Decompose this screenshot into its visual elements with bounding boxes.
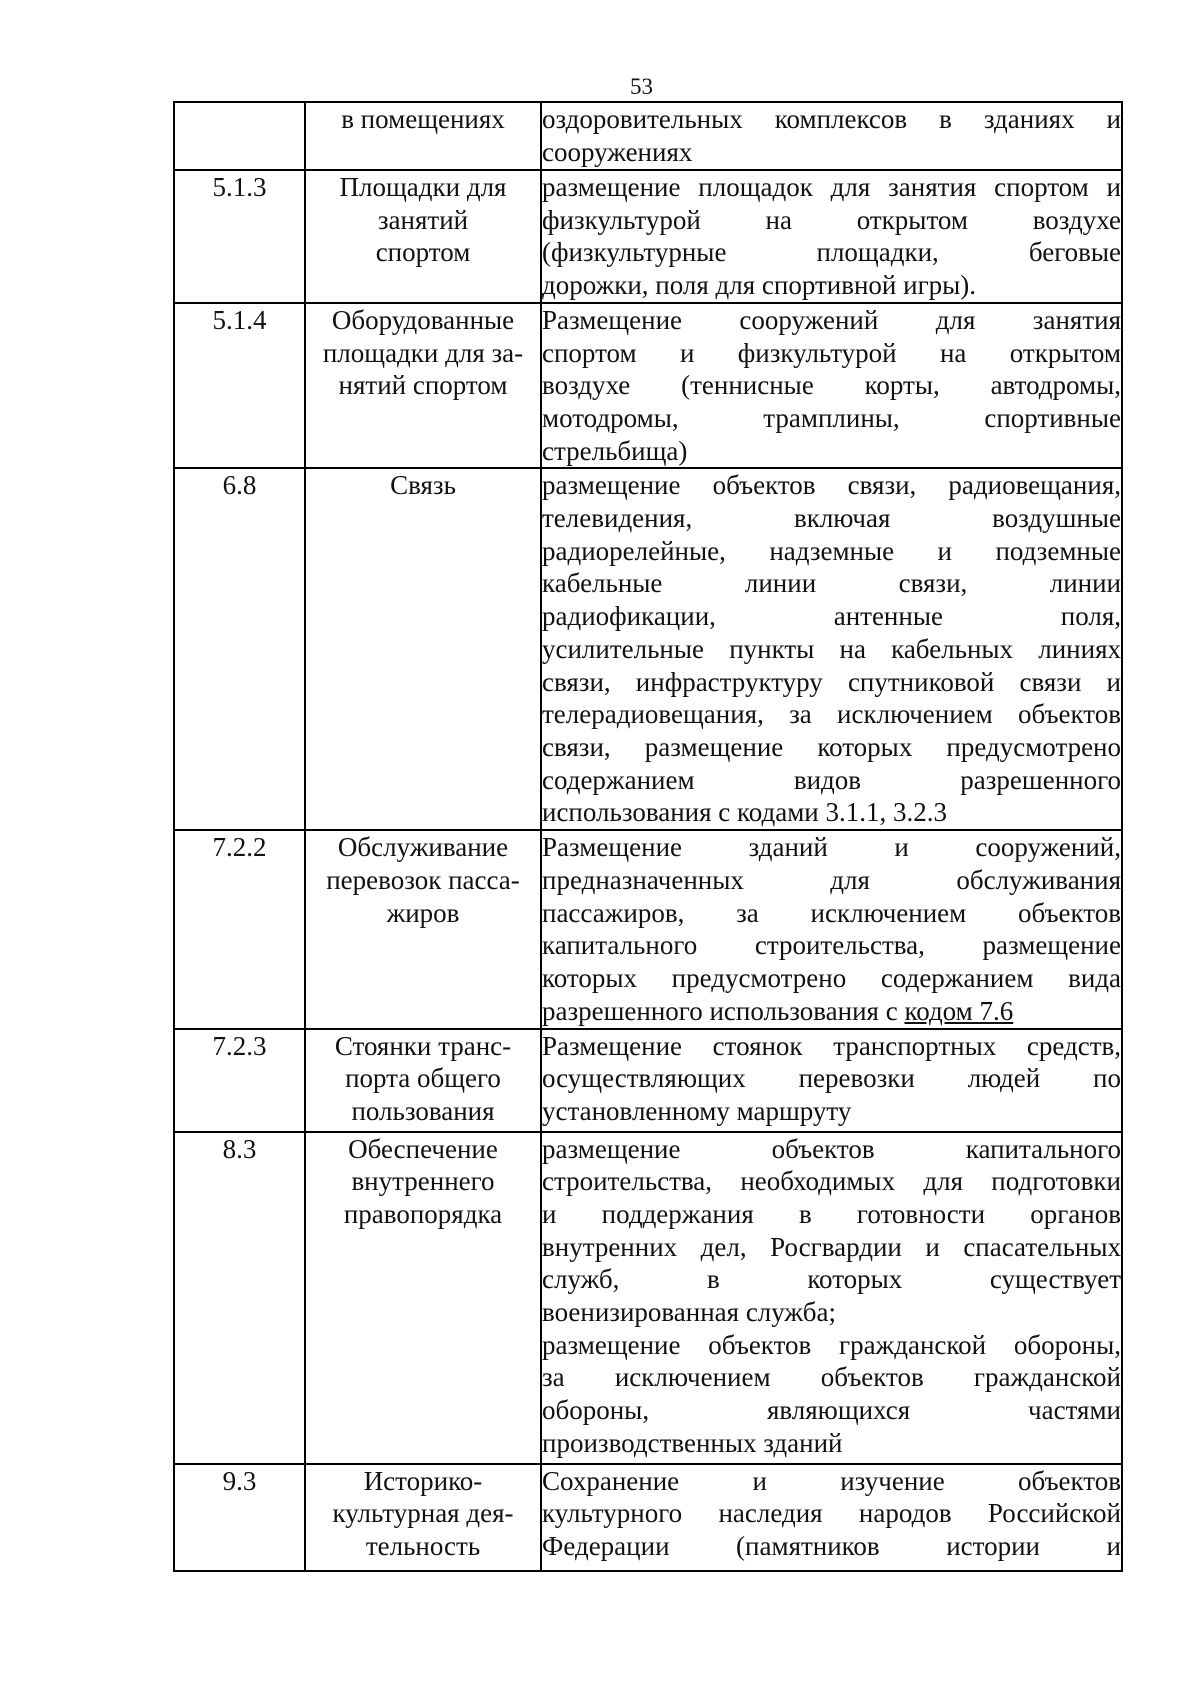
name-cell	[305, 1464, 541, 1571]
code-cell: 7.2.2	[174, 830, 305, 1028]
page-number: 53	[630, 74, 653, 99]
desc-line: мотодромы, трамплины, спортивные	[542, 402, 1121, 433]
desc-line: телевидения, включая воздушные	[542, 503, 1121, 534]
description-cell	[541, 1464, 1122, 1571]
code-cell: 7.2.3	[174, 1029, 305, 1132]
desc-line: Сохранение и изучение объектов	[542, 1465, 1121, 1496]
desc-line	[542, 995, 1121, 1028]
desc-line: дорожки, поля для спортивной игры).	[542, 270, 977, 301]
table-row	[174, 468, 1122, 830]
name-cell	[305, 830, 541, 1028]
name-cell	[305, 170, 541, 303]
name-cell	[305, 303, 541, 469]
desc-line: усилительные пункты на кабельных линиях	[542, 633, 1121, 664]
table-row	[174, 1029, 1122, 1132]
desc-line: производственных зданий	[542, 1427, 843, 1458]
name-cell	[305, 102, 541, 170]
name-line: Обслуживание	[337, 832, 509, 863]
description-cell	[541, 170, 1122, 303]
name-line: пользования	[351, 1095, 495, 1126]
table-row	[174, 830, 1122, 1028]
name-line: Площадки для	[339, 172, 507, 202]
desc-line: культурного наследия народов Российской	[542, 1498, 1121, 1529]
desc-line: телерадиовещания, за исключением объектов	[542, 699, 1121, 730]
desc-line: связи, инфраструктуру спутниковой связи и	[542, 666, 1121, 697]
table-row	[174, 303, 1122, 469]
name-line: Обеспечение	[348, 1133, 498, 1164]
desc-line: воздухе (теннисные корты, автодромы,	[542, 370, 1121, 401]
desc-line: физкультурой на открытом воздухе	[542, 204, 1121, 235]
name-line: Историко-	[363, 1465, 483, 1496]
desc-line: обороны, являющихся частями	[542, 1395, 1121, 1426]
description-cell	[541, 830, 1122, 1028]
name-cell	[305, 1132, 541, 1464]
description-cell	[541, 102, 1122, 170]
code-cell: 5.1.4	[174, 303, 305, 469]
table-row	[174, 1464, 1122, 1571]
name-line: Стоянки транс-	[334, 1030, 512, 1061]
desc-line: спортом и физкультурой на открытом	[542, 337, 1121, 368]
desc-line: радиофикации, антенные поля,	[542, 601, 1121, 632]
name-line: Связь	[390, 470, 456, 501]
desc-line: военизированная служба;	[542, 1297, 836, 1328]
desc-line: содержанием видов разрешенного	[542, 764, 1121, 795]
name-line: жиров	[386, 897, 460, 928]
desc-line: и поддержания в готовности органов	[542, 1198, 1121, 1229]
desc-line: капитального строительства, размещение	[542, 930, 1121, 961]
name-line: перевозок пасса-	[326, 865, 520, 896]
desc-line: за исключением объектов гражданской	[542, 1362, 1121, 1393]
desc-line: внутренних дел, Росгвардии и спасательных	[542, 1231, 1121, 1262]
description-cell	[541, 303, 1122, 469]
name-line: в помещениях	[341, 104, 505, 134]
desc-line: размещение объектов связи, радиовещания,	[542, 470, 1121, 501]
desc-line: Размещение стоянок транспортных средств,	[542, 1030, 1121, 1061]
desc-line: связи, размещение которых предусмотрено	[542, 731, 1121, 762]
desc-line: пассажиров, за исключением объектов	[542, 897, 1121, 928]
name-line: спортом	[375, 237, 471, 268]
name-line: внутреннего	[351, 1166, 495, 1197]
code-reference-link[interactable]: кодом 7.6	[904, 995, 1014, 1026]
description-cell	[541, 468, 1122, 830]
desc-line: оздоровительных комплексов в зданиях и	[542, 104, 1121, 134]
code-cell: 6.8	[174, 468, 305, 830]
code-cell: 9.3	[174, 1464, 305, 1571]
desc-line: Размещение зданий и сооружений,	[542, 832, 1121, 863]
name-line: тельность	[365, 1530, 481, 1561]
name-line: правопорядка	[343, 1198, 503, 1229]
code-cell	[174, 102, 305, 170]
code-cell: 5.1.3	[174, 170, 305, 303]
table-row	[174, 170, 1122, 303]
desc-line: размещение объектов капитального	[542, 1133, 1121, 1164]
code-cell: 8.3	[174, 1132, 305, 1464]
name-line: нятий спортом	[338, 370, 508, 401]
desc-text: разрешенного использования с	[542, 995, 905, 1026]
desc-line: (физкультурные площадки, беговые	[542, 237, 1121, 268]
desc-line: осуществляющих перевозки людей по	[542, 1063, 1121, 1094]
description-cell	[541, 1029, 1122, 1132]
desc-line: размещение объектов гражданской обороны,	[542, 1329, 1121, 1360]
desc-line: радиорелейные, надземные и подземные	[542, 535, 1121, 566]
table-row	[174, 102, 1122, 170]
desc-line: установленному маршруту	[542, 1095, 852, 1126]
desc-line: предназначенных для обслуживания	[542, 865, 1121, 896]
description-cell	[541, 1132, 1122, 1464]
land-use-table	[173, 101, 1123, 1572]
desc-line: Размещение сооружений для занятия	[542, 304, 1121, 335]
name-line: Оборудованные	[331, 304, 515, 335]
name-line: занятий	[377, 204, 469, 235]
desc-line: стрельбища)	[542, 435, 688, 466]
desc-line: служб, в которых существует	[542, 1264, 1121, 1295]
name-line: порта общего	[345, 1063, 501, 1094]
desc-line: использования с кодами 3.1.1, 3.2.3	[542, 797, 947, 828]
name-line: культурная дея-	[332, 1498, 514, 1529]
desc-line: сооружениях	[542, 136, 693, 167]
name-cell	[305, 468, 541, 830]
desc-line: размещение площадок для занятия спортом и	[542, 172, 1121, 202]
desc-line: Федерации (памятников истории и	[542, 1530, 1121, 1561]
name-line: площадки для за-	[322, 337, 524, 368]
table-row	[174, 1132, 1122, 1464]
name-cell	[305, 1029, 541, 1132]
desc-line: кабельные линии связи, линии	[542, 568, 1121, 599]
desc-line: строительства, необходимых для подготовки	[542, 1166, 1121, 1197]
desc-line: которых предусмотрено содержанием вида	[542, 963, 1121, 994]
